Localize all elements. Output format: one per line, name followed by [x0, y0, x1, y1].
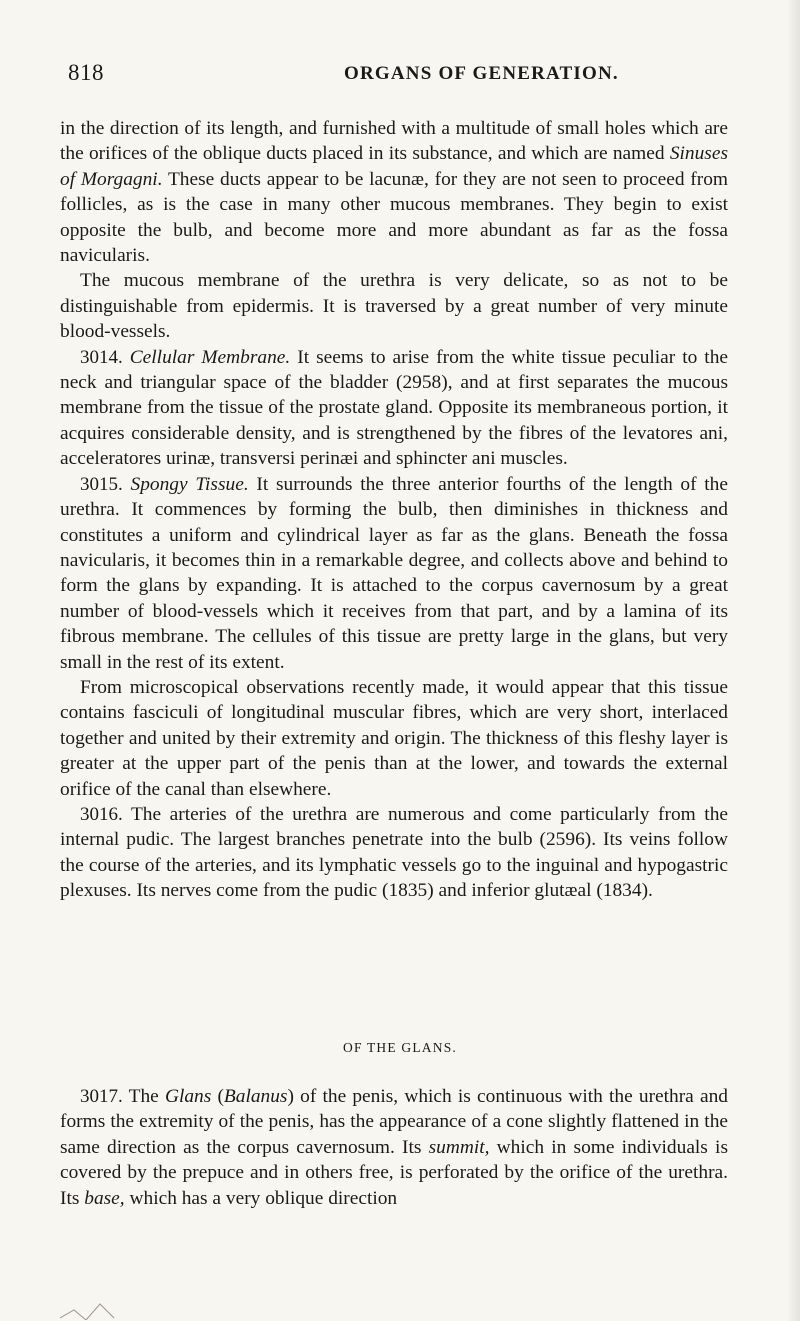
section-text	[60, 1084, 728, 1211]
page-edge-shadow	[786, 0, 800, 1321]
running-title: ORGANS OF GENERATION.	[344, 63, 619, 84]
section-number: 3014.	[80, 346, 123, 368]
paragraph: From microscopical observations recently made, it would appear that this tissue contains fasciculi of longitudinal muscular fibres, which are very short, interlaced together and united by their extremity and origin. The thickness of this fleshy layer is greater at the upper part of the penis than at the lower, and towards the external orifice of the canal than elsewhere.	[60, 676, 728, 800]
page-number: 818	[68, 60, 104, 85]
section-number: 3016.	[80, 803, 123, 825]
section-heading: OF THE GLANS.	[343, 1040, 457, 1055]
scan-artifact-mark	[60, 1300, 140, 1320]
paragraph: in the direction of its length, and furnished with a multitude of small holes which are the orifices of the oblique ducts placed in its substance, and which are named Sinuses of Morgagni. These ducts appear to be lacunæ, for they are not seen to proceed from follicles, as is the case in many other mucous membranes. They begin to exist opposite the bulb, and become more and more abundant as far as the fossa navicularis.	[60, 118, 728, 267]
body-text	[60, 116, 728, 904]
page-header	[0, 60, 800, 90]
paragraph: The mucous membrane of the urethra is very delicate, so as not to be distinguishable from epidermis. It is traversed by a great number of very minute blood-vessels.	[60, 270, 728, 343]
paragraph: 3014. Cellular Membrane. It seems to arise from the white tissue peculiar to the neck and triangular space of the bladder (2958), and at first separates the mucous membrane from the tissue of the prostate gland. Opposite its membraneous portion, it acquires considerable density, and is strengthened by the fibres of the levatores ani, acceleratores urinæ, transversi perinæi and sphincter ani muscles.	[60, 346, 728, 470]
paragraph: 3015. Spongy Tissue. It surrounds the three anterior fourths of the length of the urethra. It commences by forming the bulb, then diminishes in thickness and constitutes a uniform and cylindrical layer as far as the glans. Beneath the fossa navicularis, it becomes thin in a remarkable degree, and collects above and behind to form the glans by expanding. It is attached to the corpus cavernosum by a great number of blood-vessels which it receives from that part, and by a lamina of its fibrous membrane. The cellules of this tissue are pretty large in the glans, but very small in the rest of its extent.	[60, 473, 728, 673]
section-number: 3015.	[80, 473, 123, 495]
paragraph: 3016. The arteries of the urethra are numerous and come particularly from the internal pudic. The largest branches penetrate into the bulb (2596). Its veins follow the course of the arteries, and its lymphatic vessels go to the inguinal and hypogastric plexuses. Its nerves come from the pudic (1835) and inferior glutæal (1834).	[60, 803, 728, 902]
section-number: 3017.	[80, 1086, 123, 1107]
paragraph: 3017. The Glans (Balanus) of the penis, which is continuous with the urethra and forms the extremity of the penis, has the appearance of a cone slightly flattened in the same direction as the corpus cavernosum. Its summit, which in some individuals is covered by the prepuce and in others free, is perforated by the orifice of the urethra. Its base, which has a very oblique direction	[60, 1086, 728, 1209]
